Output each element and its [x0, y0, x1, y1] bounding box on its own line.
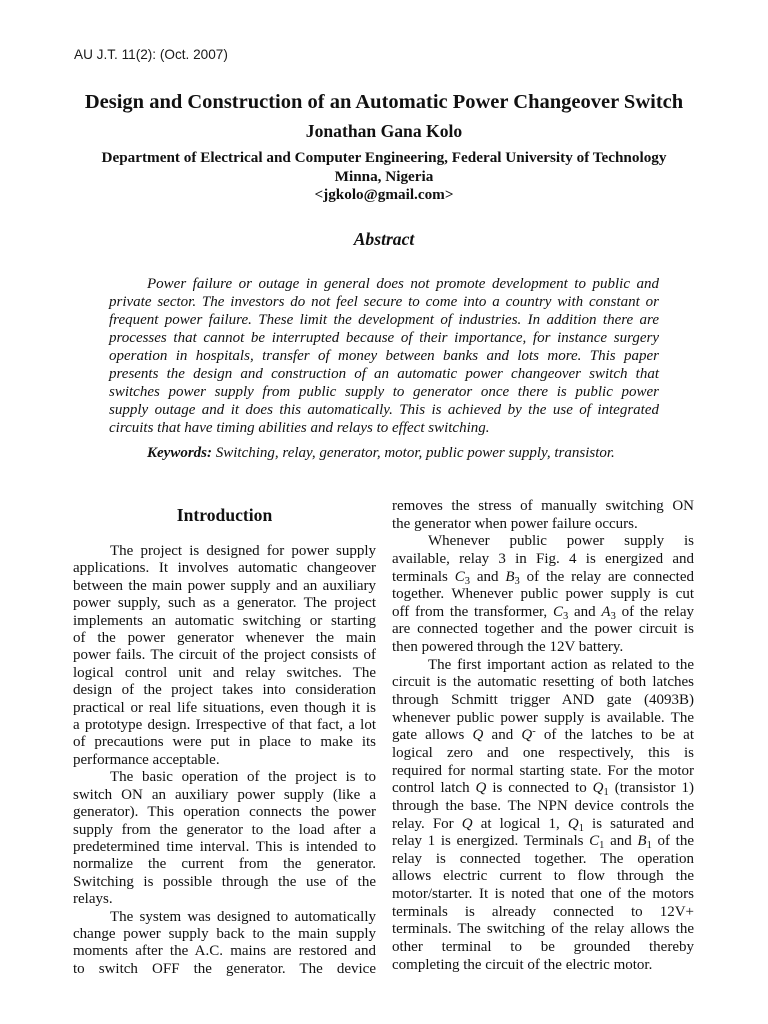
text-line: required for normal starting state. For the motor — [392, 762, 694, 779]
text-line: supply outage and it does this automatically. This is achieved by the use of integrated — [109, 401, 659, 418]
text-run: control latch — [392, 780, 476, 797]
text-line: relays. — [73, 891, 113, 908]
text-line: The project is designed for power supply — [110, 543, 376, 559]
variable-symbol: C — [552, 603, 563, 620]
subscript: 3 — [610, 610, 616, 622]
introduction-heading: Introduction — [176, 505, 273, 525]
text-line: The first important action as related to the — [428, 656, 694, 673]
author-email: <jgkolo@gmail.com> — [314, 186, 454, 203]
text-line: Switching is possible through the use of the — [73, 873, 376, 890]
variable-symbol: Q — [472, 727, 484, 744]
text-line: normalize the current from the generator. — [73, 856, 376, 873]
text-line: are connected together and the power circuit is — [392, 621, 694, 638]
variable-symbol: C — [589, 833, 600, 850]
text-line: The system was designed to automatically — [110, 908, 376, 925]
text-line: motor/starter. It is noted that one of the motors — [392, 886, 694, 903]
text-line: allows electric current to flow through the — [392, 868, 694, 885]
text-run: and — [483, 727, 522, 744]
text-line: performance acceptable. — [73, 751, 220, 768]
affiliation-city: Minna, Nigeria — [334, 167, 434, 185]
author-name: Jonathan Gana Kolo — [305, 121, 463, 141]
text-run: off from the transformer, — [392, 603, 553, 620]
variable-symbol: B — [637, 833, 647, 850]
subscript: 3 — [562, 610, 569, 622]
text-line: other terminal to be grounded thereby — [392, 939, 694, 956]
text-line — [392, 816, 694, 834]
variable-symbol: C — [454, 568, 465, 585]
text-line: then powered through the 12V battery. — [392, 639, 624, 656]
paragraph — [392, 533, 694, 656]
text-line — [392, 604, 694, 622]
text-line: the generator when power failure occurs. — [392, 515, 638, 532]
text-line: logical zero and one respectively, this is — [392, 744, 694, 761]
text-line: switch ON an auxiliary power supply (like a — [73, 786, 376, 803]
text-line: terminals is already connected to 12V+ — [392, 903, 694, 920]
affiliation-department: Department of Electrical and Computer Engineering, Federal University of Technology — [101, 149, 667, 166]
text-line: available, relay 3 in Fig. 4 is energized and — [392, 550, 694, 567]
text-line: of precautions were put in place to make its — [73, 734, 376, 751]
text-line — [392, 833, 694, 851]
text-run: relay. For — [392, 815, 462, 832]
text-run: terminals — [392, 568, 455, 585]
paper-title: Design and Construction of an Automatic Power Changeover Switch — [84, 91, 684, 113]
text-line: power supply, such as a generator. The project — [73, 595, 376, 612]
text-line: a prototype design. Irrespective of that fact, a lot — [73, 717, 376, 734]
subscript: 1 — [646, 840, 652, 852]
text-line: power fails. The circuit of the project consists of — [73, 647, 376, 664]
text-line — [392, 727, 694, 745]
text-line: design of the project takes into consideration — [73, 682, 376, 699]
paragraph — [73, 909, 376, 979]
keywords-line — [147, 444, 615, 462]
text-run: of the latches to be at — [535, 727, 694, 744]
author-affiliation — [0, 149, 768, 205]
text-line: between the main power supply and an auxiliary — [73, 577, 376, 594]
text-run: of the relay — [615, 603, 694, 620]
text-line: Power failure or outage in general does not promote development to public and — [147, 275, 659, 292]
text-run: is connected to — [486, 780, 593, 797]
abstract-heading: Abstract — [353, 229, 415, 249]
paragraph — [392, 657, 694, 975]
keywords-list: Switching, relay, generator, motor, public power supply, transistor. — [215, 444, 615, 461]
text-line: practical or real life situations, even though it is — [73, 699, 376, 716]
text-line: operation in hospitals, transfer of money between banks and lots more. This paper — [109, 347, 659, 364]
text-line: terminals. The switching of the relay allows the — [392, 921, 694, 938]
journal-citation: AU J.T. 11(2): (Oct. 2007) — [74, 47, 228, 62]
text-line: completing the circuit of the electric motor. — [392, 956, 653, 973]
paragraph — [73, 543, 376, 769]
subscript: 3 — [514, 575, 520, 587]
text-run: at logical 1, — [472, 815, 568, 832]
text-line: implements an automatic switching or starting — [73, 612, 376, 629]
text-line: circuit is the automatic resetting of both latches — [392, 674, 694, 691]
text-run: of the — [651, 833, 694, 850]
text-run: (transistor 1) — [608, 780, 694, 797]
text-line: logical control unit and relay switches. The — [73, 664, 376, 681]
left-column — [73, 543, 376, 978]
variable-symbol: Q — [461, 815, 473, 832]
subscript: 1 — [603, 787, 609, 799]
text-line: private sector. The investors do not feel secure to come into a country with constant or — [109, 293, 659, 310]
text-line: relay is connected together. The operation — [392, 850, 694, 867]
variable-symbol: Q — [521, 727, 533, 744]
text-line: applications. It involves automatic changeover — [73, 560, 376, 577]
text-run: and — [568, 603, 602, 620]
text-line: The basic operation of the project is to — [110, 769, 376, 786]
text-run: is saturated and — [583, 815, 694, 832]
text-line: supply from the generator to the load after a — [73, 821, 376, 838]
text-line: to switch OFF the generator. The device — [73, 960, 376, 977]
text-line: through Schmitt trigger AND gate (4093B) — [392, 692, 694, 709]
text-run: of the relay are connected — [519, 568, 694, 585]
text-line: whenever public power supply is available. The — [392, 709, 694, 726]
text-line: moments after the A.C. mains are restored and — [73, 943, 376, 960]
text-line: of the power generator whenever the main — [73, 630, 376, 647]
subscript: 1 — [578, 822, 584, 834]
variable-symbol: A — [601, 603, 611, 620]
text-line: frequent power failure. These limit the development of industries. In addition there are — [109, 311, 659, 328]
keywords-label: Keywords: — [147, 444, 212, 461]
text-line: together. Whenever public power supply is cut — [392, 586, 694, 603]
variable-symbol: Q — [592, 780, 604, 797]
text-line: through the base. The NPN device controls the — [392, 797, 694, 814]
abstract-body — [109, 275, 659, 437]
paragraph — [73, 769, 376, 908]
paragraph-continued — [392, 498, 694, 533]
text-run: gate allows — [392, 727, 473, 744]
subscript: 1 — [599, 840, 605, 852]
text-line: circuits that have timing abilities and relays to effect switching. — [109, 419, 490, 436]
variable-symbol: B — [505, 568, 515, 585]
text-line — [392, 569, 694, 587]
superscript: - — [532, 725, 536, 737]
right-column — [392, 498, 694, 974]
text-line: generator). This operation connects the power — [73, 804, 376, 821]
text-line: predetermined time interval. This is intended to — [73, 838, 376, 855]
text-line — [392, 780, 694, 798]
text-line: processes that cannot be interrupted because of their importance, for instance surgery — [109, 329, 659, 346]
variable-symbol: Q — [475, 780, 487, 797]
text-line: Whenever public power supply is — [428, 533, 694, 550]
text-line: switches power supply from public supply to generator once there is public power — [109, 383, 659, 400]
text-run: relay 1 is energized. Terminals — [392, 833, 590, 850]
text-line: presents the design and construction of an automatic power changeover switch that — [109, 365, 659, 382]
text-line: change power supply back to the main supply — [73, 925, 376, 942]
text-run: and — [604, 833, 638, 850]
text-run: and — [469, 568, 506, 585]
variable-symbol: Q — [567, 815, 579, 832]
text-line: removes the stress of manually switching ON — [392, 498, 694, 514]
subscript: 3 — [464, 575, 470, 587]
